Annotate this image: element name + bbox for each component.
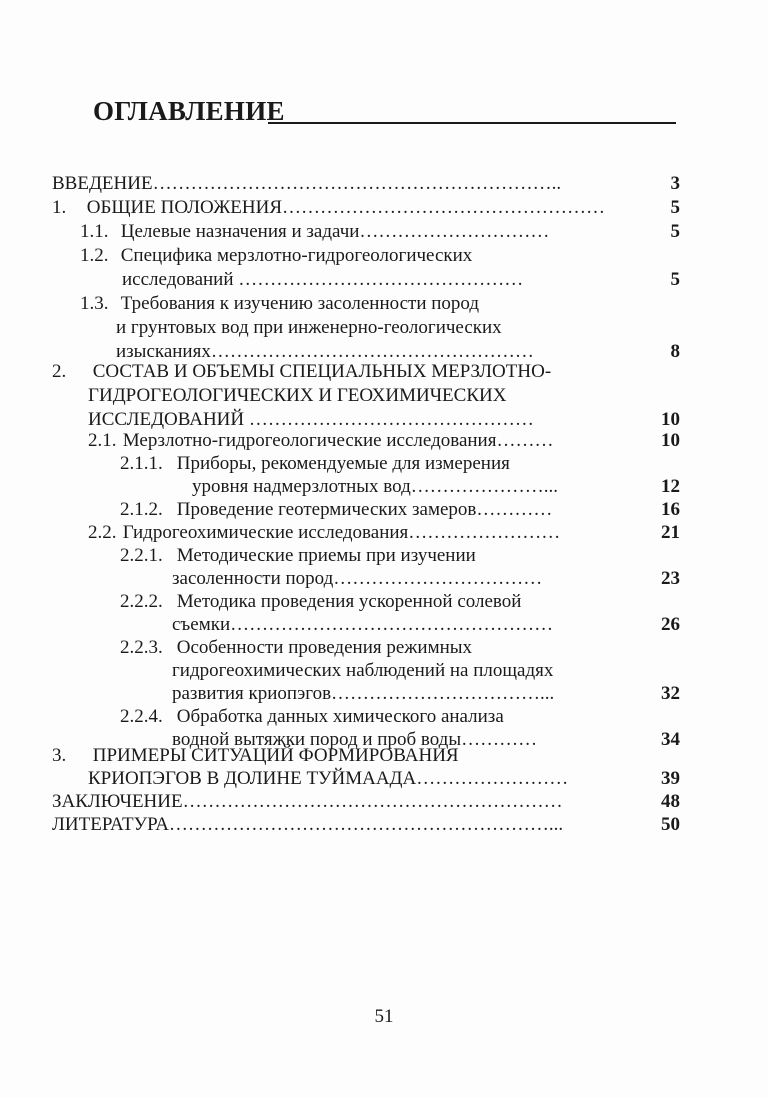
toc-entry-number: 1.3. [80,293,109,314]
toc-page-number: 10 [661,430,680,451]
toc-entry-continuation: изысканиях…………………………………………… [116,341,534,362]
toc-page-number: 21 [661,522,680,543]
toc-entry-2-2 [88,522,560,544]
toc-entry-2-2-3 [120,637,472,659]
toc-page-number: 16 [661,499,680,520]
toc-entry-text: ПРИМЕРЫ СИТУАЦИЙ ФОРМИРОВАНИЯ [92,745,459,766]
toc-entry-continuation: засоленности пород…………………………… [172,568,543,589]
toc-entry-number: 2.2. [88,522,117,543]
toc-page-number: 3 [670,173,680,194]
toc-entry-text: ОБЩИЕ ПОЛОЖЕНИЯ…………………………………………… [86,197,606,218]
toc-entry-number: 1.1. [80,221,109,242]
toc-page-number: 26 [661,614,680,635]
toc-entry-number: 2.1.2. [120,499,163,520]
toc-entry-text: СОСТАВ И ОБЪЕМЫ СПЕЦИАЛЬНЫХ МЕРЗЛОТНО- [92,361,552,382]
toc-page-number: 32 [661,683,680,704]
toc-page-number: 39 [661,768,680,789]
page-number-footer: 51 [374,1006,394,1027]
toc-entry-continuation: ГИДРОГЕОЛОГИЧЕСКИХ И ГЕОХИМИЧЕСКИХ [88,385,507,406]
toc-entry-text: Целевые назначения и задачи………………………… [120,221,550,242]
toc-entry-continuation: КРИОПЭГОВ В ДОЛИНЕ ТУЙМААДА…………………… [88,768,569,789]
toc-entry-text: Методические приемы при изучении [176,545,476,566]
toc-page-number: 10 [661,409,680,430]
toc-entry-continuation: гидрогеохимических наблюдений на площадях [172,660,554,681]
toc-entry-number: 2.1.1. [120,453,163,474]
toc-entry-1-2 [80,245,472,267]
toc-page-number: 48 [661,791,680,812]
toc-entry-number: 1.2. [80,245,109,266]
toc-entry-2-2-4 [120,706,504,728]
toc-entry-intro [52,173,561,195]
page-title: ОГЛАВЛЕНИЕ [93,96,285,126]
toc-page-number: 12 [661,476,680,497]
toc-entry-continuation: развития криопэгов……………………………... [172,683,555,704]
toc-page-number: 5 [670,269,680,290]
toc-page-number: 8 [670,341,680,362]
toc-entry-continuation: водной вытяжки пород и проб воды………… [172,729,538,750]
toc-entry-continuation: уровня надмерзлотных вод…………………... [192,476,559,497]
toc-entry-text: ЛИТЕРАТУРА……………………………………………………... [52,814,564,835]
toc-entry-number: 2. [52,361,67,382]
toc-entry-1-1 [80,221,549,243]
toc-entry-references [52,814,563,836]
toc-entry-2 [52,361,551,383]
toc-entry-2-2-1 [120,545,476,567]
toc-entry-text: ВВЕДЕНИЕ……………………………………………………….. [52,173,562,194]
toc-entry-number: 2.2.3. [120,637,163,658]
toc-entry-text: Обработка данных химического анализа [176,706,504,727]
toc-entry-continuation: ИССЛЕДОВАНИЙ ……………………………………… [88,409,534,430]
toc-entry-text: Гидрогеохимические исследования…………………… [122,522,561,543]
toc-entry-number: 2.1. [88,430,117,451]
toc-entry-number: 2.2.2. [120,591,163,612]
toc-page-number: 5 [670,221,680,242]
toc-entry-2-2-2 [120,591,521,613]
toc-entry-text: Специфика мерзлотно-гидрогеологических [120,245,473,266]
toc-entry-conclusion [52,791,563,813]
toc-entry-1-3 [80,293,479,315]
toc-entry-text: ЗАКЛЮЧЕНИЕ…………………………………………………… [52,791,563,812]
toc-entry-number: 2.2.1. [120,545,163,566]
toc-page-number: 34 [661,729,680,750]
toc-page-number: 5 [670,197,680,218]
title-underline [268,122,676,124]
toc-entry-text: Особенности проведения режимных [176,637,473,658]
toc-entry-2-1 [88,430,553,452]
toc-entry-text: Методика проведения ускоренной солевой [176,591,522,612]
toc-entry-continuation: съемки…………………………………………… [172,614,554,635]
toc-entry-text: Проведение геотермических замеров………… [176,499,553,520]
toc-entry-number: 2.2.4. [120,706,163,727]
toc-entry-1 [52,197,605,219]
toc-page-number: 50 [661,814,680,835]
toc-entry-number: 1. [52,197,67,218]
toc-page-number: 23 [661,568,680,589]
toc-entry-3 [52,745,459,767]
toc-entry-2-1-2 [120,499,552,521]
toc-entry-text: Мерзлотно-гидрогеологические исследования……… [122,430,554,451]
toc-entry-number: 3. [52,745,67,766]
toc-entry-text: Приборы, рекомендуемые для измерения [176,453,510,474]
toc-entry-2-1-1 [120,453,510,475]
toc-entry-continuation: исследований ……………………………………… [122,269,524,290]
toc-entry-text: Требования к изучению засоленности пород [120,293,480,314]
toc-entry-continuation: и грунтовых вод при инженерно-геологических [116,317,502,338]
